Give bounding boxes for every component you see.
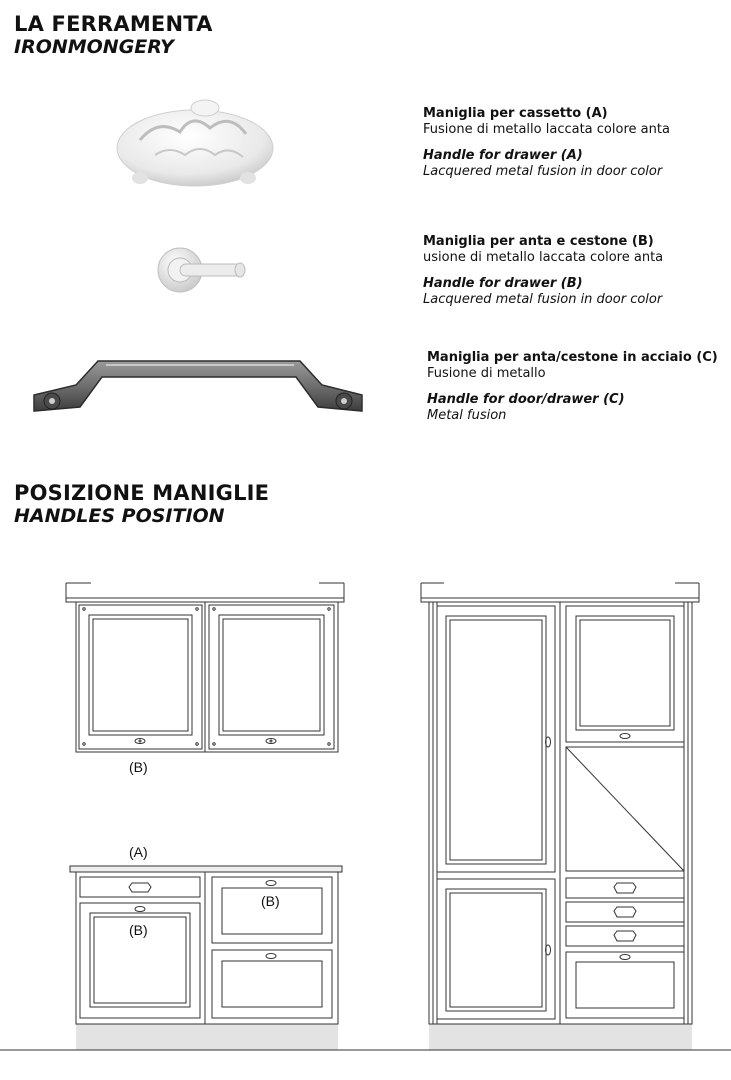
product-b-title-en: Handle for drawer (B) [423, 276, 583, 291]
product-b-desc-en: Lacquered metal fusion in door color [423, 292, 663, 307]
label-base-door-handle-b: (B) [129, 922, 148, 938]
product-a-title-en: Handle for drawer (A) [423, 148, 583, 163]
product-b-title-it: Maniglia per anta e cestone (B) [423, 234, 654, 249]
product-c-desc-it: Fusione di metallo [427, 366, 546, 381]
product-c-title-en: Handle for door/drawer (C) [427, 392, 625, 407]
product-c-title-it: Maniglia per anta/cestone in acciaio (C) [427, 350, 718, 365]
product-b-desc-it: usione di metallo laccata colore anta [423, 250, 664, 265]
section-title-ironmongery: LA FERRAMENTA [14, 12, 213, 36]
product-a-desc-en: Lacquered metal fusion in door color [423, 164, 663, 179]
product-a-title-it: Maniglia per cassetto (A) [423, 106, 608, 121]
section-subtitle-handles-position: HANDLES POSITION [14, 505, 225, 527]
label-base-drawer-handle-b: (B) [261, 893, 280, 909]
section-title-handles-position: POSIZIONE MANIGLIE [14, 481, 270, 505]
label-wall-unit-handle-b: (B) [129, 759, 148, 775]
label-base-handle-a: (A) [129, 844, 148, 860]
product-c-desc-en: Metal fusion [427, 408, 507, 423]
section-subtitle-ironmongery: IRONMONGERY [14, 36, 174, 58]
product-a-desc-it: Fusione di metallo laccata colore anta [423, 122, 670, 137]
